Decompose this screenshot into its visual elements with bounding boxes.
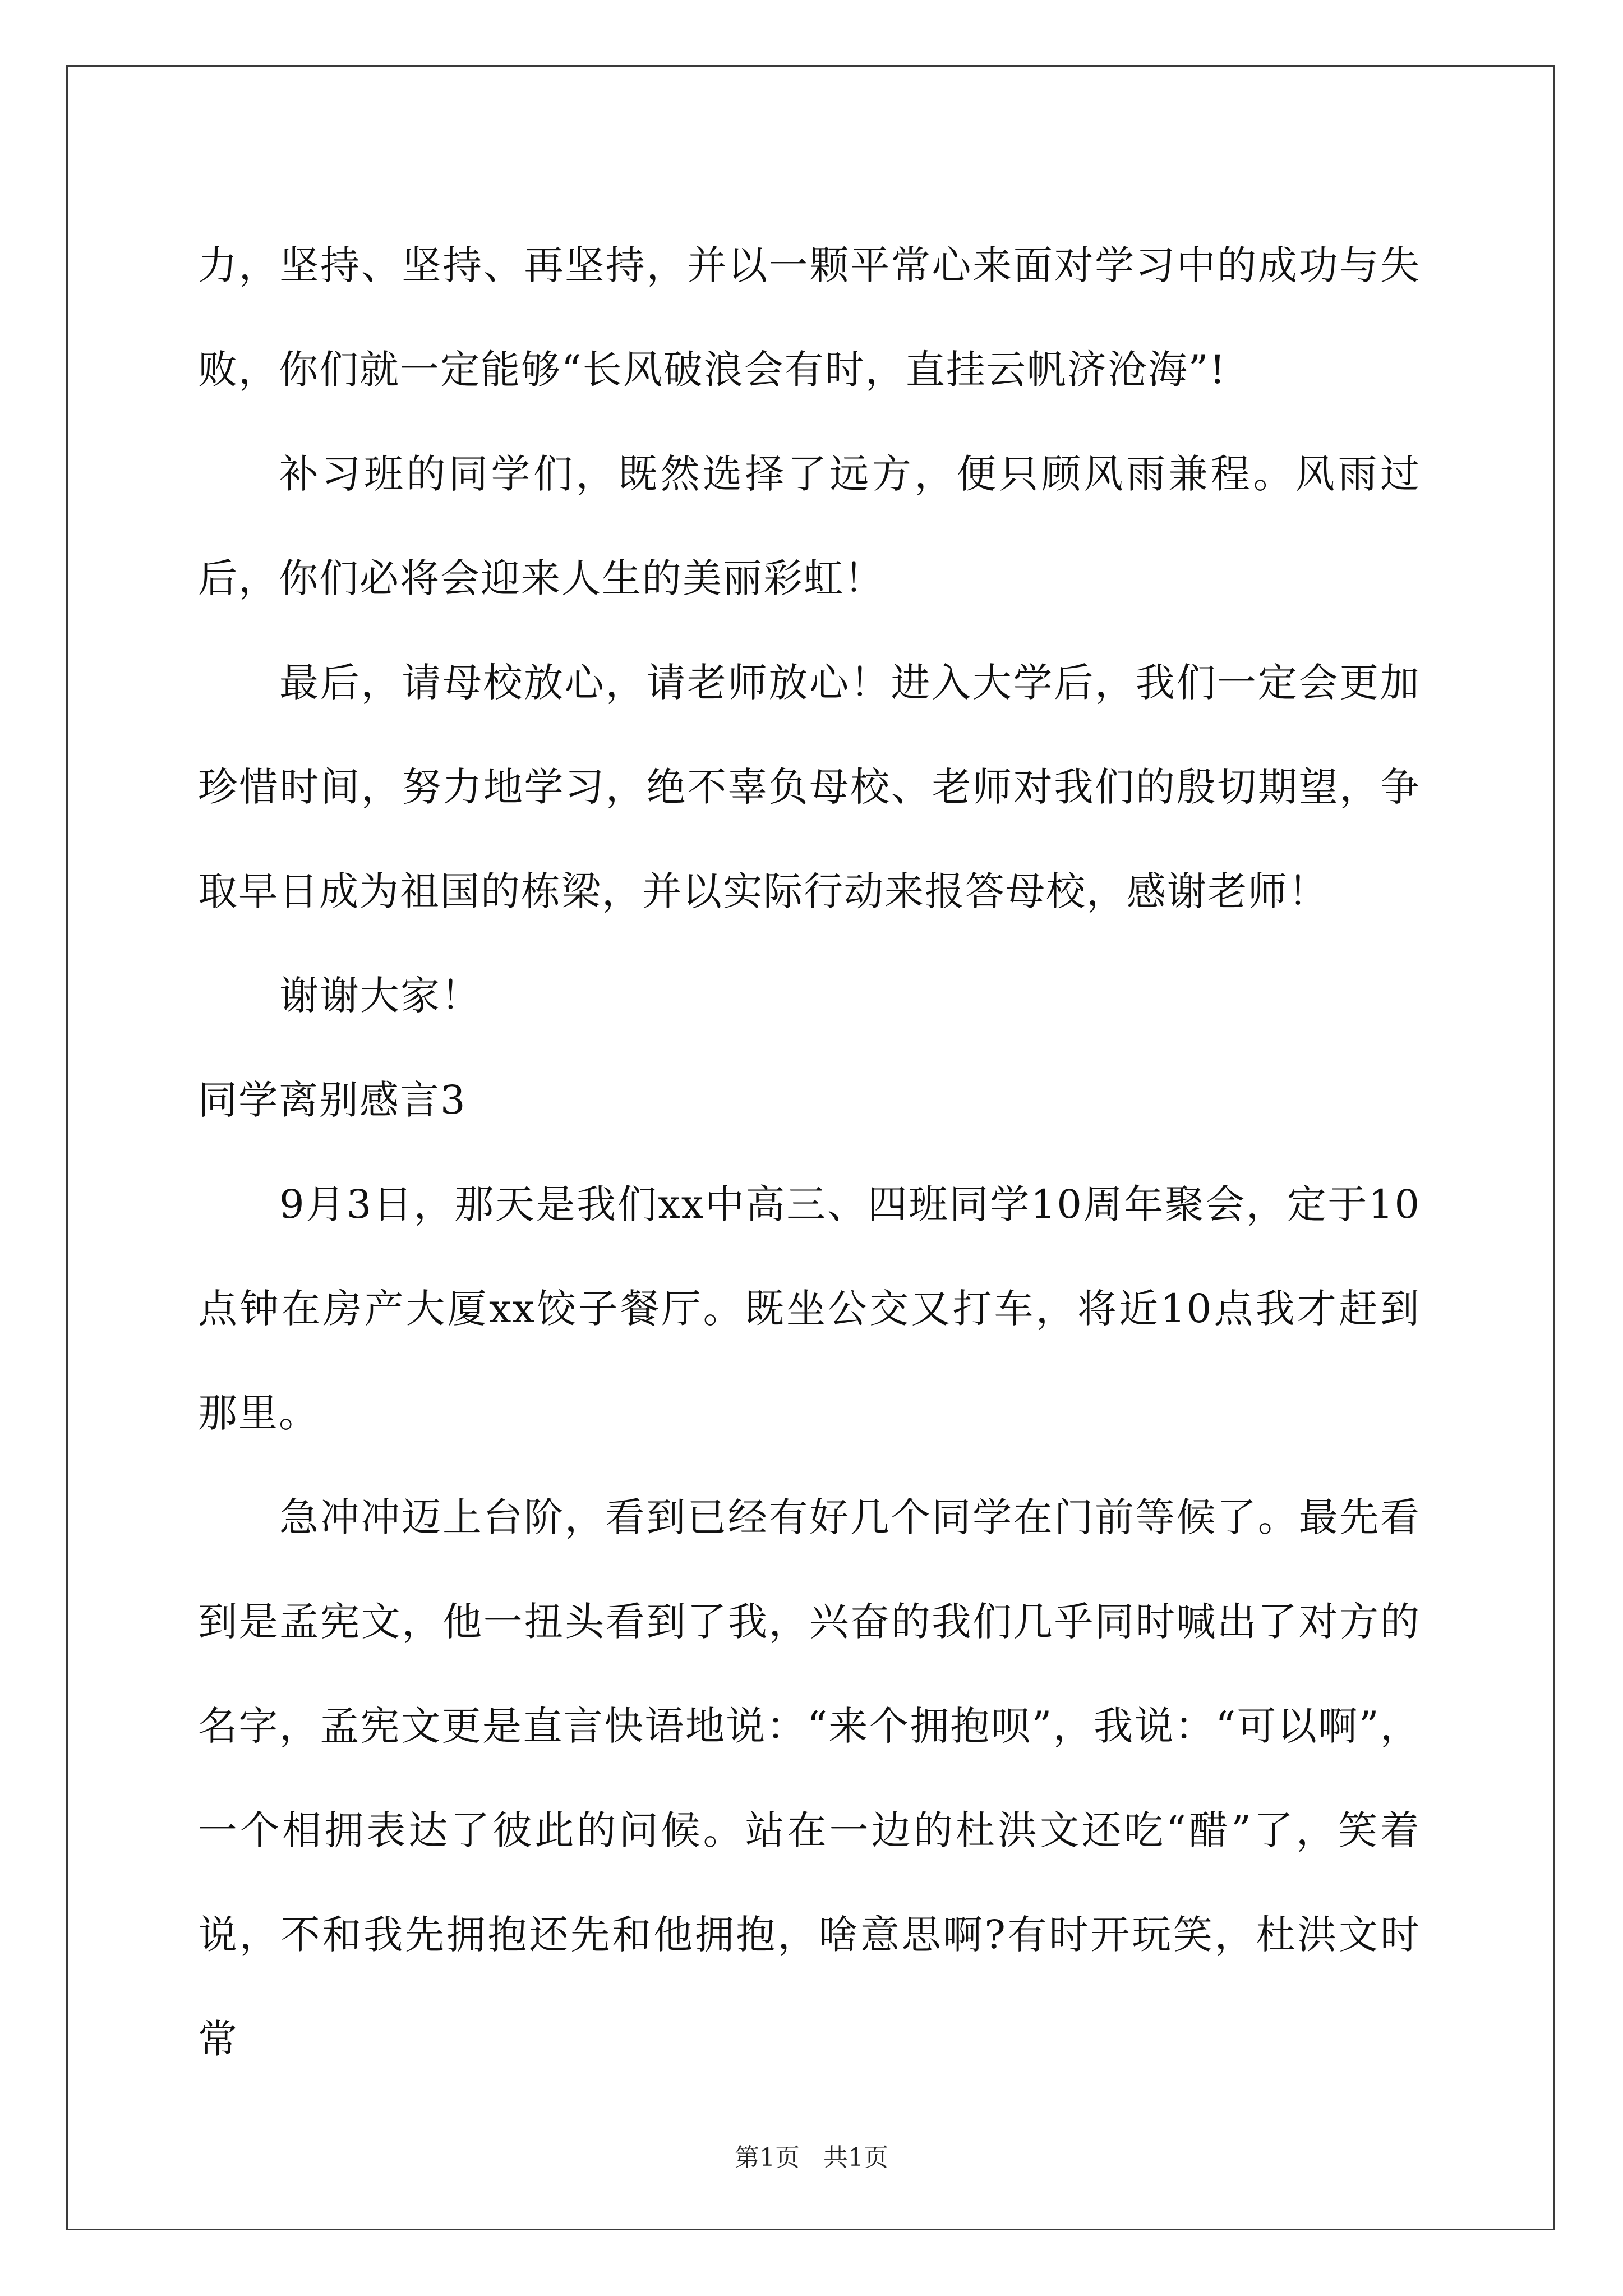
paragraph-continuation: 力，坚持、坚持、再坚持，并以一颗平常心来面对学习中的成功与失败，你们就一定能够“长风破浪会有时，直挂云帆济沧海”! <box>198 242 1421 393</box>
document-body <box>198 213 1421 2091</box>
section-heading: 同学离别感言3 <box>198 1077 467 1123</box>
page-footer: 第1页 共1页 <box>735 2143 888 2172</box>
paragraph: 最后，请母校放心，请老师放心！进入大学后，我们一定会更加珍惜时间，努力地学习，绝不辜负母校、老师对我们的殷切期望，争取早日成为祖国的栋梁，并以实际行动来报答母校，感谢老师！ <box>198 660 1421 914</box>
paragraph: 9月3日，那天是我们xx中高三、四班同学10周年聚会，定于10点钟在房产大厦xx饺子餐厅。既坐公交又打车，将近10点我才赶到那里。 <box>198 1181 1421 1436</box>
paragraph: 补习班的同学们，既然选择了远方，便只顾风雨兼程。风雨过后，你们必将会迎来人生的美丽彩虹！ <box>198 451 1421 601</box>
paragraph: 急冲冲迈上台阶，看到已经有好几个同学在门前等候了。最先看到是孟宪文，他一扭头看到了我，兴奋的我们几乎同时喊出了对方的名字，孟宪文更是直言快语地说：“来个拥抱呗”，我说：“可以啊”，一个相拥表达了彼此的问候。站在一边的杜洪文还吃“醋”了，笑着说，不和我先拥抱还先和他拥抱，啥意思啊?有时开玩笑，杜洪文时常 <box>198 1494 1421 2062</box>
paragraph: 谢谢大家！ <box>279 973 481 1019</box>
